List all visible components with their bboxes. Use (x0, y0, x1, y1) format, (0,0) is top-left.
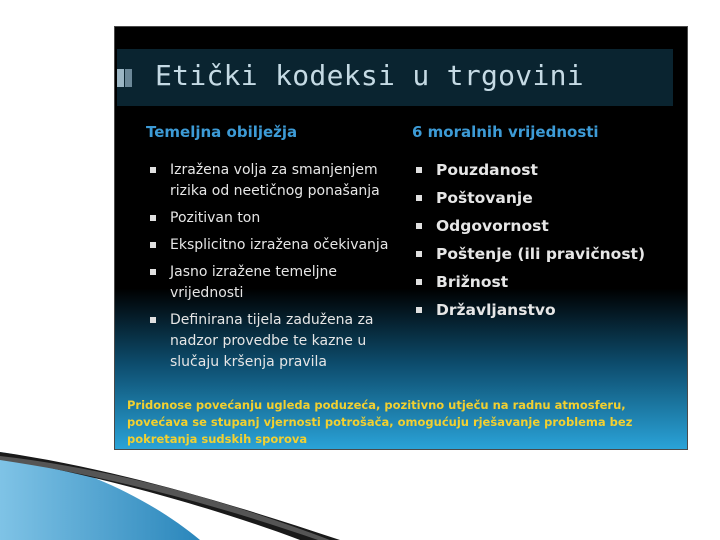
list-item (412, 299, 682, 321)
left-bullet-list (146, 160, 390, 379)
list-item (412, 243, 682, 265)
right-column-heading: 6 moralnih vrijednosti (412, 123, 599, 141)
bullet-icon (150, 167, 156, 173)
slide (114, 26, 688, 450)
bullet-icon (416, 195, 422, 201)
left-column-heading: Temeljna obilježja (146, 123, 298, 141)
list-item (146, 262, 390, 304)
list-item-text: Brižnost (436, 273, 509, 291)
bullet-icon (150, 242, 156, 248)
list-item-text: Definirana tijela zadužena za nadzor provedbe te kazne u slučaju kršenja pravila (170, 312, 374, 370)
list-item-text: Državljanstvo (436, 301, 556, 319)
list-item-text: Odgovornost (436, 217, 549, 235)
bullet-icon (150, 269, 156, 275)
list-item-text: Poštovanje (436, 189, 533, 207)
list-item-text: Pozitivan ton (170, 210, 261, 226)
bullet-icon (416, 307, 422, 313)
list-item (412, 187, 682, 209)
list-item (146, 160, 390, 202)
right-bullet-list (412, 159, 682, 327)
list-item-text: Jasno izražene temeljne vrijednosti (170, 264, 337, 301)
bullet-icon (150, 215, 156, 221)
bullet-icon (416, 279, 422, 285)
list-item-text: Izražena volja za smanjenjem rizika od neetičnog ponašanja (170, 162, 380, 199)
bullet-icon (416, 251, 422, 257)
list-item-text: Poštenje (ili pravičnost) (436, 245, 646, 263)
decorative-swoosh (0, 440, 720, 540)
bullet-icon (150, 317, 156, 323)
list-item (146, 235, 390, 256)
list-item (412, 215, 682, 237)
bullet-icon (416, 167, 422, 173)
list-item-text: Eksplicitno izražena očekivanja (170, 237, 389, 253)
bullet-icon (416, 223, 422, 229)
list-item-text: Pouzdanost (436, 161, 538, 179)
title-bar (117, 49, 673, 106)
title-marker-icon (117, 69, 132, 87)
list-item (412, 271, 682, 293)
list-item (146, 208, 390, 229)
list-item (412, 159, 682, 181)
footer-summary: Pridonose povećanju ugleda poduzeća, pozitivno utječu na radnu atmosferu, povećava se stupanj vjernosti potrošača, omogućuju rješavanje problema bez pokretanja sudskih sporova (127, 398, 633, 446)
list-item (146, 310, 390, 373)
slide-title: Etički kodeksi u trgovini (155, 59, 584, 92)
